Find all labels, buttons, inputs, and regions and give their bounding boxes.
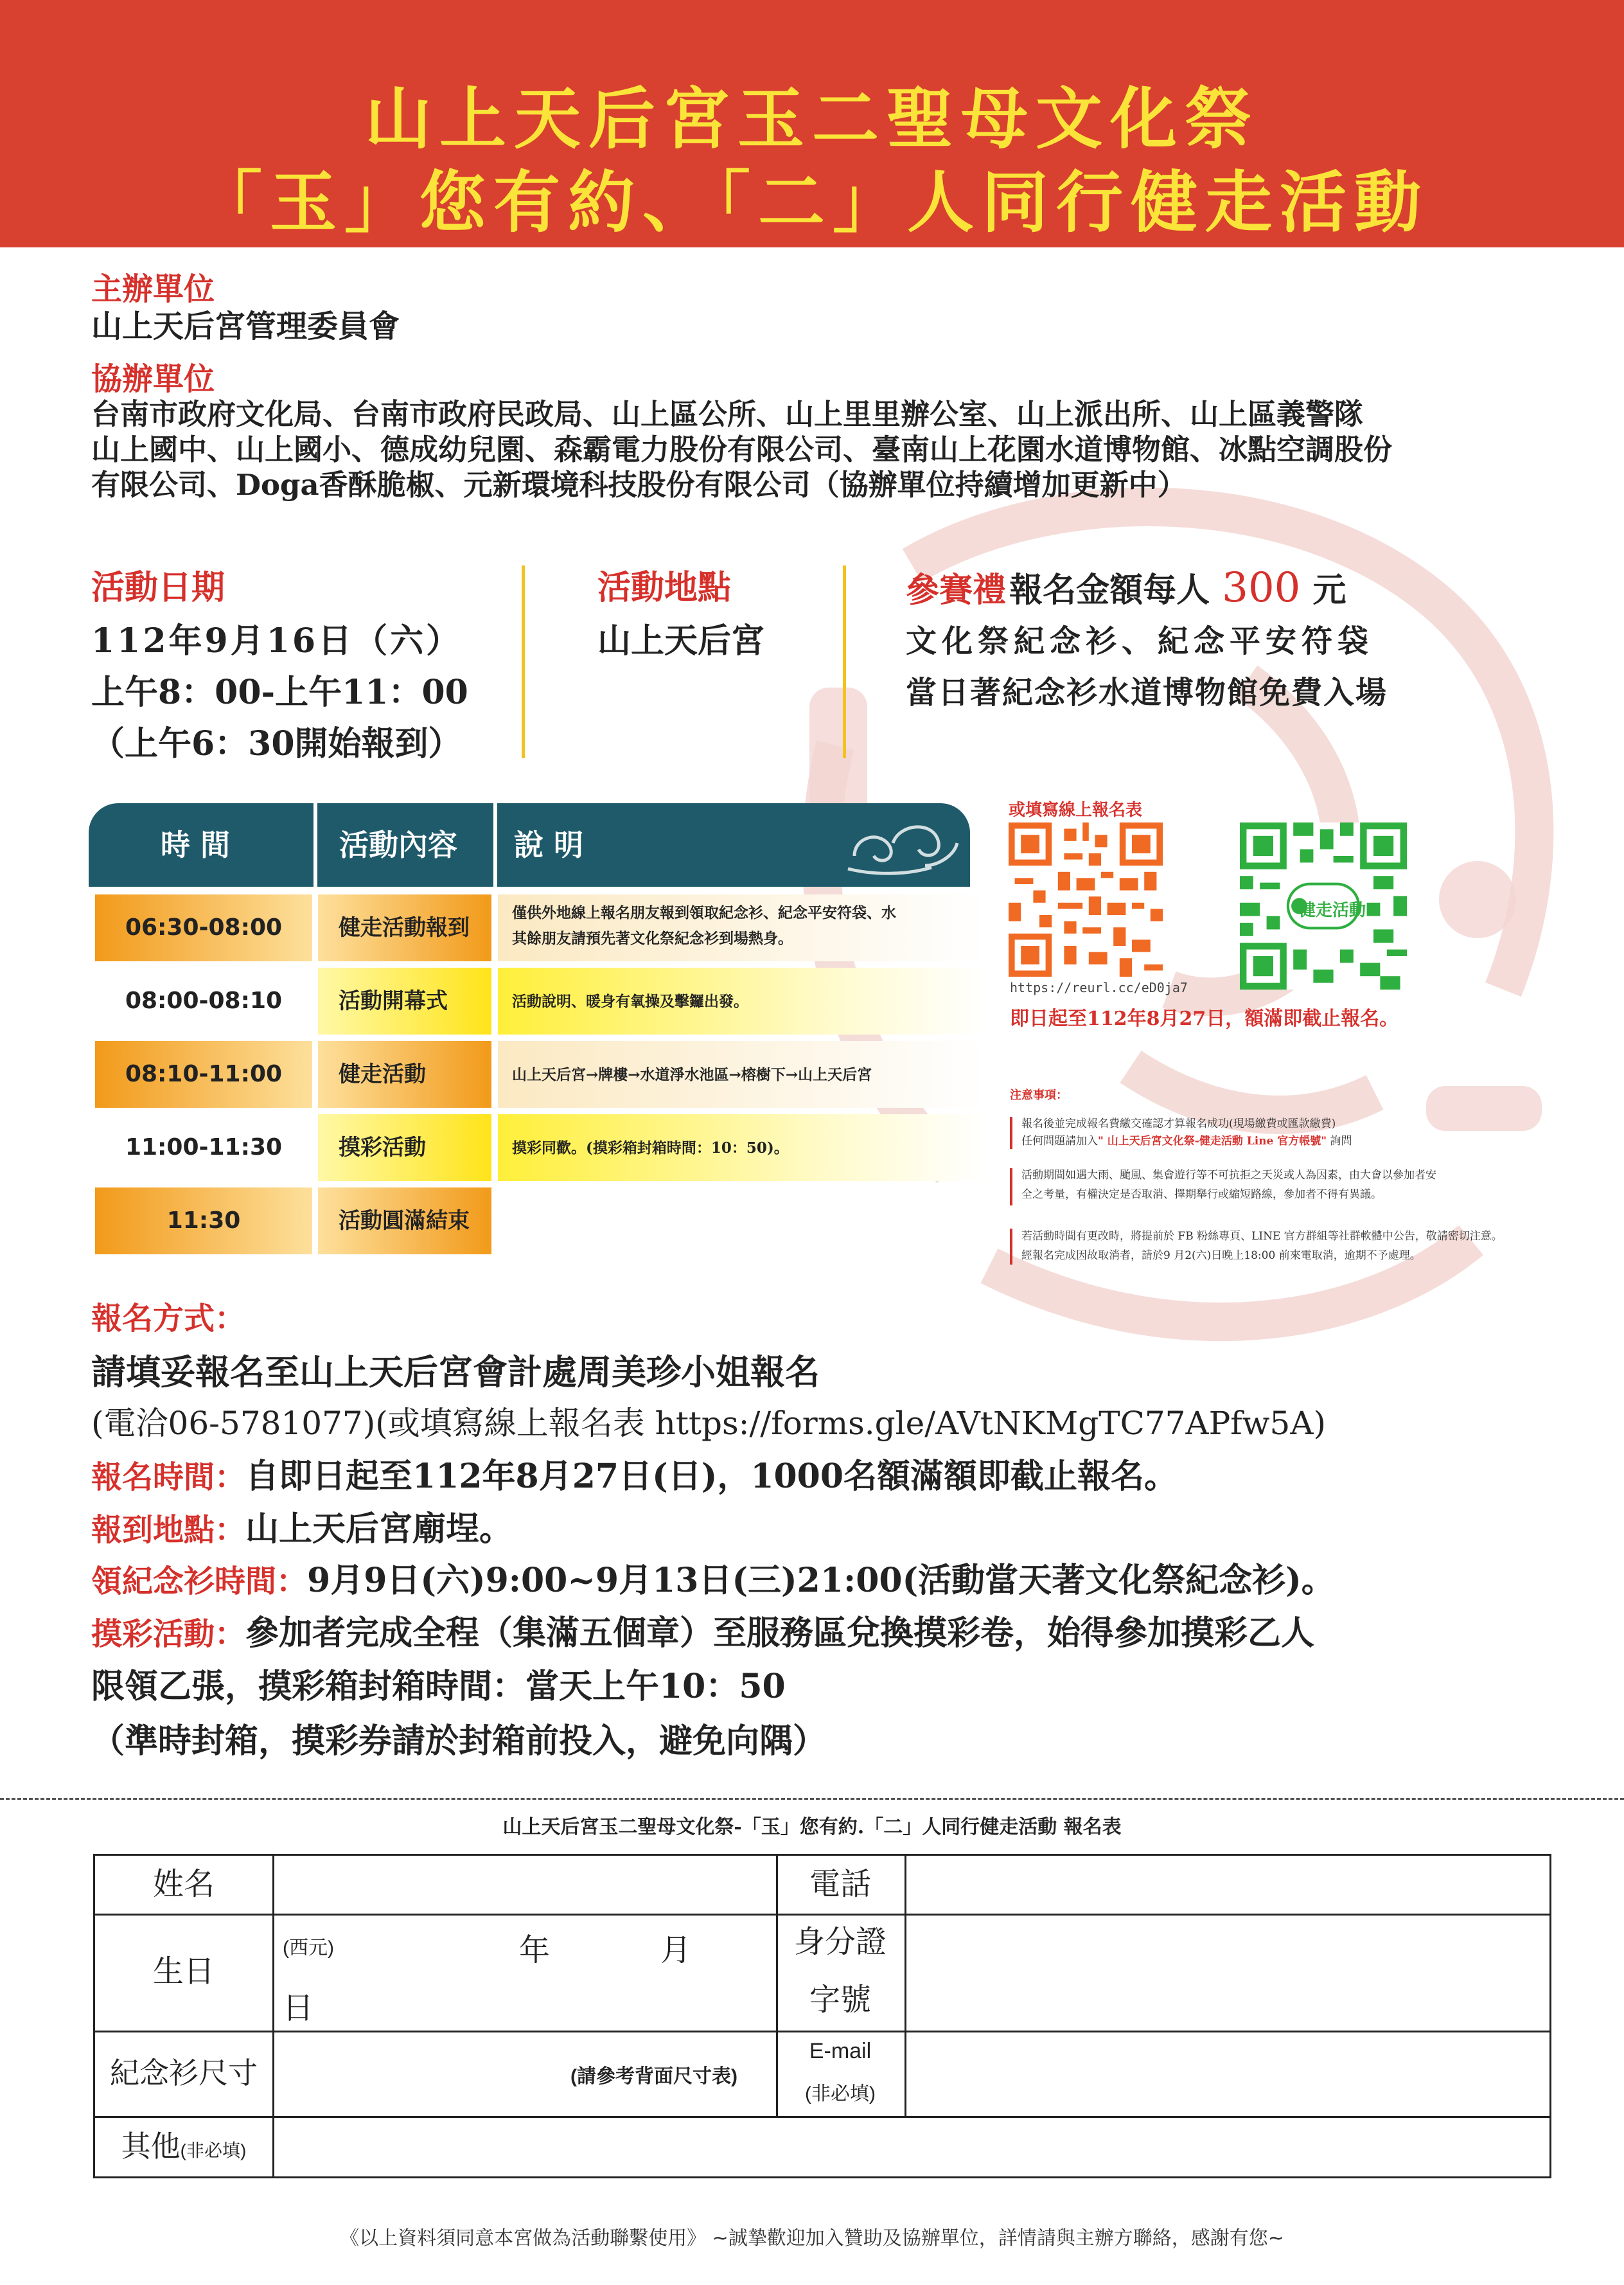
organizer-label: 主辦單位 [91,271,215,307]
gift-label: 參賽禮 [906,571,1007,610]
co-organizer-line-1: 台南市政府文化局、台南市政府民政局、山上區公所、山上里里辦公室、山上派出所、山上區義警隊 [91,397,1364,431]
reg-shirt-label: 領紀念衫時間： [91,1563,308,1599]
form-id-label-2: 字號 [809,1983,871,2017]
notice-2a: 活動期間如遇大雨、颱風、集會遊行等不可抗拒之天災或人為因素，由大會以參加者安 [1021,1169,1436,1182]
event-date: 112年9月16日（六） [91,621,463,661]
row-4-desc: 摸彩同歡。(摸彩箱封箱時間：10：50)。 [512,1139,789,1157]
notice-3a: 若活動時間有更改時，將提前於 FB 粉絲專頁、LINE 官方群組等社群軟體中公告，敬請密切注意。 [1021,1230,1503,1243]
form-phone-input[interactable] [907,1858,1547,1912]
event-checkin: （上午6：30開始報到） [91,724,462,763]
event-place: 山上天后宮 [597,621,765,661]
co-organizer-label: 協辦單位 [91,361,215,397]
form-other-input[interactable] [275,2119,1547,2175]
gift-fee-prefix: 報名金額每人 [1009,571,1210,610]
gift-line-3: 當日著紀念衫水道博物館免費入場 [906,675,1388,711]
form-western-label: (西元) [283,1937,334,1959]
schedule-header-desc: 說 明 [514,828,584,862]
form-birthday-label: 生日 [152,1955,215,1989]
reg-lottery-value-1: 參加者完成全程（集滿五個章）至服務區兌換摸彩卷，始得參加摸彩乙人 [245,1614,1315,1653]
cloud-ornament-icon [842,811,964,882]
notice-bar-2 [1010,1168,1012,1205]
schedule-header-time: 時 間 [161,828,231,862]
schedule-header-activity: 活動內容 [339,828,457,862]
reg-shirt [91,1561,1335,1608]
form-email-input[interactable] [907,2033,1547,2115]
form-name-label: 姓名 [152,1867,215,1901]
form-name-input[interactable] [275,1858,775,1912]
organizer-name: 山上天后宮管理委員會 [91,308,400,344]
row-1-activity: 健走活動報到 [339,915,470,941]
notice-3b: 經報名完成因故取消者，請於9 月2(六)日晚上18:00 前來電取消，逾期不予處理。 [1021,1249,1421,1262]
divider-2 [843,565,846,758]
row-5-activity: 活動圓滿結束 [339,1208,470,1234]
notice-1b-line-account: " 山上天后宮文化祭-健走活動 Line 官方帳號" [1098,1135,1327,1148]
notice-1b [1021,1132,1352,1150]
reg-lottery-label: 摸彩活動： [91,1616,246,1652]
title-line-1: 山上天后宮玉二聖母文化祭 [364,79,1259,158]
notice-1b-suffix: 詢問 [1327,1135,1352,1148]
reg-place-label: 報到地點： [91,1512,246,1548]
form-other-optional: (非必填) [180,2140,247,2160]
reg-method-line-2: (電洽06-5781077)(或填寫線上報名表 https://forms.gle/AVtNKMgTC77APfw5A) [91,1405,1326,1442]
row-4-time: 11:00-11:30 [125,1134,283,1160]
reg-period-value: 自即日起至112年8月27日(日)，1000名額滿額即截止報名。 [245,1457,1178,1496]
row-3-desc: 山上天后宮→牌樓→水道淨水池區→榕樹下→山上天后宮 [512,1066,872,1083]
reg-method-line-1: 請填妥報名至山上天后宮會計處周美珍小姐報名 [91,1351,820,1392]
title-line-2: 「玉」您有約、「二」人同行健走活動 [195,163,1429,242]
row-3-activity: 健走活動 [339,1062,426,1087]
row-4-activity: 摸彩活動 [339,1135,426,1160]
cut-line [0,1798,1624,1800]
form-title: 山上天后宮玉二聖母文化祭-「玉」您有約.「二」人同行健走活動 報名表 [502,1816,1122,1838]
registration-form [93,1854,1551,2178]
form-other-label-cell [95,2116,272,2176]
qr-code-form-icon[interactable] [1009,822,1163,977]
row-2-desc: 活動說明、暖身有氧操及擊鑼出發。 [512,993,748,1010]
event-time: 上午8：00-上午11：00 [91,673,468,712]
line-qr-label: 健走活動 [1299,901,1366,920]
form-email-label: E-mail [809,2039,872,2063]
form-size-ref: (請參考背面尺寸表) [570,2066,737,2087]
divider-1 [522,565,525,758]
form-email-optional: (非必填) [805,2083,876,2104]
form-month-label: 月 [660,1934,692,1968]
reg-period [91,1457,1178,1504]
form-year-label: 年 [519,1934,551,1968]
reg-place-value: 山上天后宮廟埕。 [245,1509,513,1549]
gift-fee-amount: 300 [1222,564,1301,612]
reg-lottery-value-2: 限領乙張，摸彩箱封箱時間：當天上午10：50 [91,1667,786,1706]
short-url[interactable]: https://reurl.cc/eD0ja7 [1010,980,1188,995]
gift-line-2: 文化祭紀念衫、紀念平安符袋 [906,623,1374,659]
row-3-time: 08:10-11:00 [125,1061,283,1087]
header-sep-1 [313,803,317,887]
notice-1a: 報名後並完成報名費繳交確認才算報名成功(現場繳費或匯款繳費) [1021,1117,1336,1130]
form-id-label-1: 身分證 [793,1925,887,1959]
header-sep-2 [493,803,497,887]
event-place-label: 活動地點 [597,568,732,607]
gift-fee-unit: 元 [1312,571,1346,610]
notice-title: 注意事項： [1010,1089,1068,1102]
reg-lottery-value-3: （準時封箱，摸彩券請於封箱前投入，避免向隅） [91,1721,827,1761]
form-day-label: 日 [283,1991,314,2025]
row-2-time: 08:00-08:10 [125,988,283,1014]
co-organizer-line-3: 有限公司、Doga香酥脆椒、元新環境科技股份有限公司（協辦單位持續增加更新中） [91,468,1187,502]
form-phone-label: 電話 [809,1867,871,1901]
form-other-label: 其他 [121,2129,181,2163]
notice-bar-1 [1010,1117,1012,1149]
row-5-time: 11:30 [166,1207,241,1234]
row-1-desc-2: 其餘朋友請預先著文化祭紀念衫到場熱身。 [512,930,793,947]
header-banner [0,0,1624,247]
event-date-label: 活動日期 [91,568,225,607]
reg-shirt-value: 9月9日(六)9:00~9月13日(三)21:00(活動當天著文化祭紀念衫)。 [307,1561,1335,1600]
notice-bar-3 [1010,1229,1012,1265]
row-1-time: 06:30-08:00 [125,914,283,941]
form-id-input[interactable] [907,1916,1547,2029]
online-deadline: 即日起至112年8月27日，額滿即截止報名。 [1010,1008,1399,1030]
form-footer: 《以上資料須同意本宮做為活動聯繫使用》 ~誠摯歡迎加入贊助及協辦單位，詳情請與主辦方聯絡，感謝有您~ [340,2227,1284,2250]
reg-period-label: 報名時間： [91,1459,246,1495]
form-shirt-size-label: 紀念衫尺寸 [110,2056,258,2090]
co-organizer-line-2: 山上國中、山上國小、德成幼兒園、森霸電力股份有限公司、臺南山上花園水道博物館、冰點空調股份 [91,432,1393,467]
reg-place [91,1510,513,1556]
online-form-title: 或填寫線上報名表 [1009,801,1143,820]
reg-lottery [91,1614,1314,1660]
notice-2b: 全之考量，有權決定是否取消、擇期舉行或縮短路線，參加者不得有異議。 [1021,1188,1382,1201]
row-2-activity: 活動開幕式 [339,988,448,1014]
gift-line-1 [906,565,1346,621]
notice-1b-prefix: 任何問題請加入 [1021,1135,1098,1148]
row-1-desc-1: 僅供外地線上報名朋友報到領取紀念衫、紀念平安符袋、水 [512,904,896,921]
reg-method-label: 報名方式： [91,1301,246,1337]
